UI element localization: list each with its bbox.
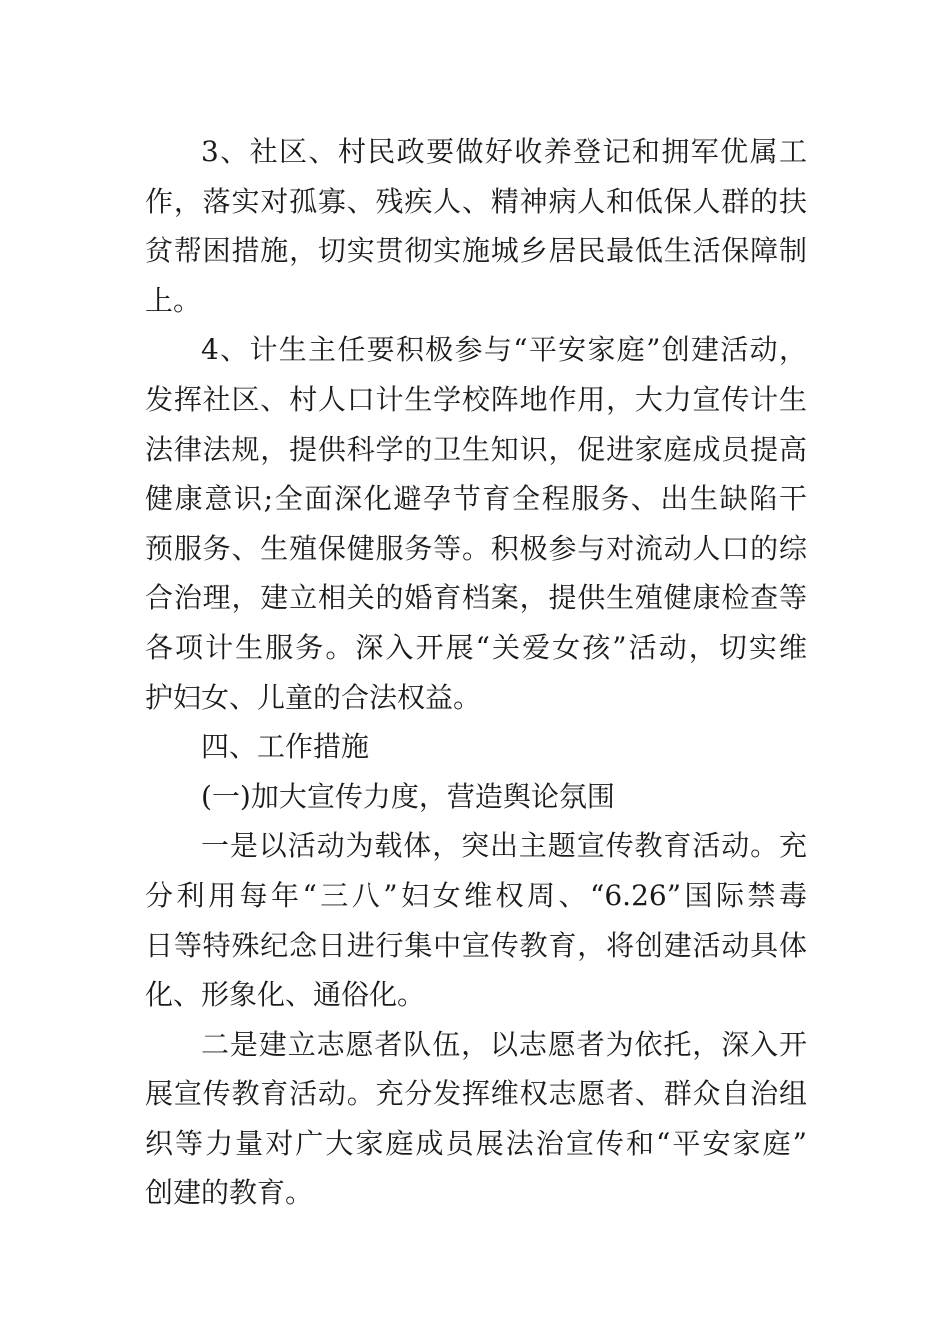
text-line: 一是以活动为载体，突出主题宣传教育活动。充: [201, 829, 807, 863]
document-page: [145, 127, 807, 1218]
text-line: 护妇女、儿童的合法权益。: [145, 680, 482, 714]
text-line: 贫帮困措施，切实贯彻实施城乡居民最低生活保障制: [145, 234, 807, 268]
text-line: 上。: [145, 283, 202, 317]
text-line: 化、形象化、通俗化。: [145, 978, 426, 1012]
text-line: (一)加大宣传力度，营造舆论氛围: [201, 779, 615, 813]
text-line: 4、计生主任要积极参与“平安家庭”创建活动，: [201, 333, 807, 367]
paragraph-measure-2: [145, 1020, 807, 1218]
text-line: 各项计生服务。深入开展“关爱女孩”活动，切实维: [145, 630, 807, 664]
text-line: 作，落实对孤寡、残疾人、精神病人和低保人群的扶: [145, 184, 807, 218]
text-line: 织等力量对广大家庭成员展法治宣传和“平安家庭”: [145, 1126, 807, 1160]
section-heading: [145, 722, 807, 772]
text-line: 创建的教育。: [145, 1176, 314, 1210]
text-line: 预服务、生殖保健服务等。积极参与对流动人口的综: [145, 531, 807, 565]
text-line: 四、工作措施: [201, 730, 370, 764]
text-line: 展宣传教育活动。充分发挥维权志愿者、群众自治组: [145, 1077, 807, 1111]
text-line: 分利用每年“三八”妇女维权周、“6.26”国际禁毒: [145, 878, 807, 912]
paragraph-measure-1: [145, 821, 807, 1019]
paragraph-item-3: [145, 127, 807, 325]
subsection-heading: [145, 772, 807, 822]
text-line: 健康意识;全面深化避孕节育全程服务、出生缺陷干: [145, 482, 807, 516]
text-line: 合治理，建立相关的婚育档案，提供生殖健康检查等: [145, 581, 807, 615]
text-line: 日等特殊纪念日进行集中宣传教育，将创建活动具体: [145, 928, 807, 962]
text-line: 3、社区、村民政要做好收养登记和拥军优属工: [201, 135, 807, 168]
text-line: 法律法规，提供科学的卫生知识，促进家庭成员提高: [145, 432, 807, 466]
text-line: 二是建立志愿者队伍，以志愿者为依托，深入开: [201, 1027, 807, 1061]
text-line: 发挥社区、村人口计生学校阵地作用，大力宣传计生: [145, 382, 807, 416]
paragraph-item-4: [145, 325, 807, 722]
